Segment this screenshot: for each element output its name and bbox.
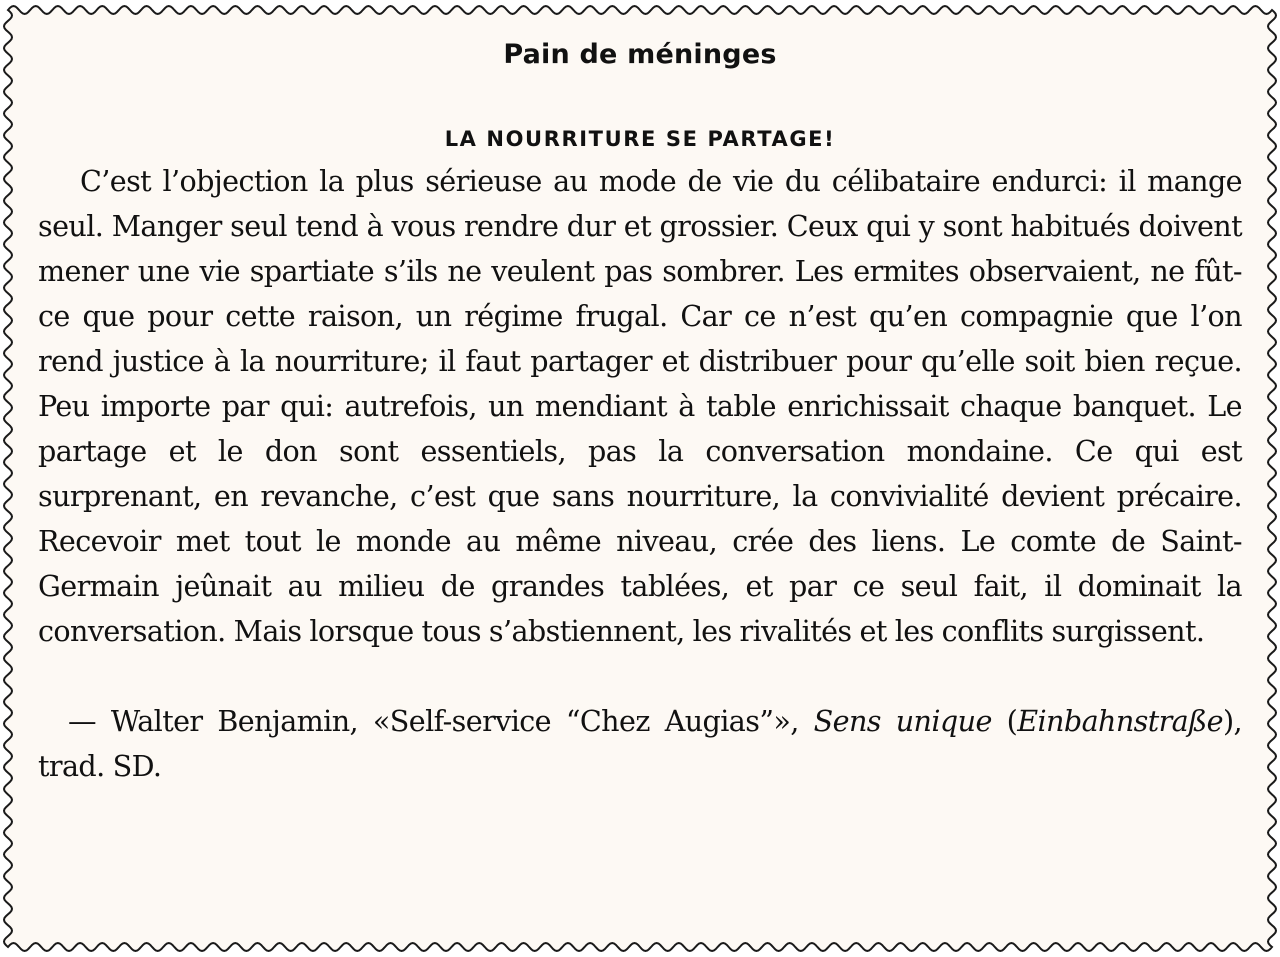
original-title: Einbahnstraße <box>1017 704 1223 738</box>
page-content <box>38 30 1242 930</box>
body-paragraph: C’est l’objection la plus sérieuse au mode de vie du célibataire endurci: il mange seul. Manger seul tend à vous rendre dur et grossier. Ceux qui y sont habitués doivent mener une vie spartiate s’ils ne veulent pas sombrer. Les ermites observaient, ne fût-ce que pour cette raison, un régime frugal. Car ce n’est qu’en compagnie que l’on rend justice à la nourriture; il faut partager et distribuer pour qu’elle soit bien reçue. Peu importe par qui: autrefois, un mendiant à table enrichissait chaque banquet. Le partage et le don sont essentiels, pas la conversation mondaine. Ce qui est surprenant, en revanche, c’est que sans nourriture, la convivialité devient précaire. Recevoir met tout le monde au même niveau, crée des liens. Le comte de Saint-Germain jeûnait au milieu de grandes tablées, et par ce seul fait, il dominait la conversation. Mais lorsque tous s’abstiennent, les rivalités et les conflits surgissent. <box>38 164 1242 648</box>
page-title: Pain de méninges <box>503 39 777 70</box>
attribution-suffix: ), trad. SD. <box>38 704 1242 783</box>
attribution-paren: ( <box>991 704 1018 738</box>
section-heading: LA NOURRITURE SE PARTAGE! <box>444 127 836 151</box>
attribution <box>38 699 1242 789</box>
book-title: Sens unique <box>813 704 992 738</box>
attribution-prefix: — Walter Benjamin, «Self-service “Chez Augias”», <box>68 704 814 738</box>
